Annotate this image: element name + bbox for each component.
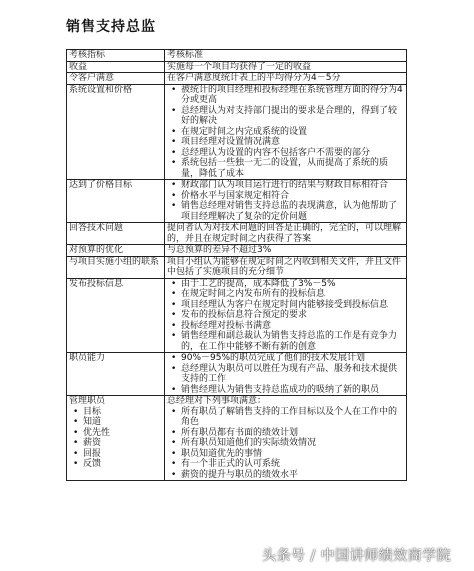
- header-standard: 考核标准: [165, 50, 407, 62]
- list-item: • 在规定时间之内完成系统的设置: [181, 127, 404, 138]
- list-item: • 所有职员知道他们的实际绩效情况: [181, 438, 404, 449]
- list-item: • 总经理认为职员可以胜任为现有产品、服务和技术提供支持的工作: [181, 364, 404, 385]
- standard-intro: 总经理对下列事项满意：: [167, 396, 267, 406]
- list-item: • 在规定时间之内发布所有的投标信息: [181, 289, 404, 300]
- standard-list: [167, 85, 404, 180]
- indicator-cell: 令客户满意: [67, 73, 165, 85]
- list-item: • 价格水平与国家规定相符合: [181, 191, 404, 202]
- standard-cell: 项目小组认为能够在规定时间之内收到相关文件，并且文件中包括了实施项目的充分细节: [165, 256, 407, 278]
- list-item: • 90%－95%的职员完成了他们的技术发展计划: [181, 353, 404, 364]
- indicator-list: [69, 407, 162, 470]
- standard-cell: 与总预算的差异不超过3%: [165, 245, 407, 257]
- standard-list: [167, 279, 404, 353]
- standard-list: [167, 407, 404, 481]
- indicator-cell: 职员能力: [67, 353, 165, 396]
- list-item: • 项目经理对设置情况满意: [181, 137, 404, 148]
- table-row: [67, 278, 407, 353]
- list-item: • 目标: [83, 407, 162, 418]
- list-item: • 所有职员都有书面的绩效计划: [181, 428, 404, 439]
- list-item: • 项目经理认为客户在规定时间内能够接受到投标信息: [181, 300, 404, 311]
- standard-cell: [165, 84, 407, 180]
- table-row: [67, 84, 407, 180]
- list-item: • 回报: [83, 449, 162, 460]
- standard-cell: [165, 278, 407, 353]
- list-item: • 投标经理对投标书满意: [181, 321, 404, 332]
- table-row: [67, 61, 407, 73]
- standard-list: [167, 353, 404, 395]
- indicator-cell: 与项目实施小组的联系: [67, 256, 165, 278]
- list-item: • 销售总经理对销售支持总监的表现满意，认为他帮助了项目经理解决了复杂的定价问题: [181, 201, 404, 222]
- table-header-row: [67, 50, 407, 62]
- standard-cell: [165, 353, 407, 396]
- list-item: • 薪资: [83, 438, 162, 449]
- list-item: • 销售经理和副总裁认为销售支持总监的工作是有竞争力的，在工作中能够不断有新的创意: [181, 331, 404, 352]
- table-row: [67, 223, 407, 245]
- list-item: • 被统计的项目经理和投标经理在系统管理方面的得分为4分或更高: [181, 85, 404, 106]
- standard-cell: [165, 180, 407, 223]
- list-item: • 由于工艺的提高，成本降低了3%－5%: [181, 279, 404, 290]
- table-row: [67, 396, 407, 481]
- indicator-cell: 达到了价格目标: [67, 180, 165, 223]
- table-row: [67, 73, 407, 85]
- table-row: [67, 256, 407, 278]
- indicator-cell: [67, 396, 165, 481]
- list-item: • 知道: [83, 417, 162, 428]
- list-item: • 系统包括一些独一无二的设置，从而提高了系统的质量，降低了成本: [181, 158, 404, 179]
- standard-cell: 在客户满意度统计表上的平均得分为4－5分: [165, 73, 407, 85]
- evaluation-table: [66, 49, 407, 481]
- list-item: • 薪资的提升与职员的绩效水平: [181, 470, 404, 481]
- list-item: • 总经理认为设置的内容不包括客户不需要的部分: [181, 148, 404, 159]
- table-row: [67, 180, 407, 223]
- standard-list: [167, 180, 404, 222]
- standard-cell: 提问者认为对技术问题的回答是正确的，完全的，可以理解的，并且在规定时间之内获得了答案: [165, 223, 407, 245]
- page-title: 销售支持总监: [66, 19, 156, 35]
- standard-cell: [165, 396, 407, 481]
- indicator-cell: 收益: [67, 61, 165, 73]
- list-item: • 所有职员了解销售支持的工作目标以及个人在工作中的角色: [181, 407, 404, 428]
- list-item: • 职员知道优先的事情: [181, 449, 404, 460]
- header-indicator: 考核指标: [67, 50, 165, 62]
- list-item: • 总经理认为对支持部门提出的要求是合理的，得到了较好的解决: [181, 106, 404, 127]
- list-item: • 有一个非正式的认可系统: [181, 459, 404, 470]
- list-item: • 发布的投标信息符合预定的要求: [181, 310, 404, 321]
- indicator-title: 管理职员: [69, 396, 106, 406]
- indicator-cell: 系统设置和价格: [67, 84, 165, 180]
- indicator-cell: 发布投标信息: [67, 278, 165, 353]
- table-row: [67, 245, 407, 257]
- standard-cell: 实施每一个项目均获得了一定的收益: [165, 61, 407, 73]
- list-item: • 销售经理认为销售支持总监成功的吸纳了新的职员: [181, 385, 404, 396]
- list-item: • 财政部门认为项目运行进行的结果与财政目标相符合: [181, 180, 404, 191]
- indicator-cell: 对预算的优化: [67, 245, 165, 257]
- indicator-cell: 回答技术问题: [67, 223, 165, 245]
- watermark: 头条号 / 中国讲师绩效商学院: [262, 548, 452, 564]
- list-item: • 反馈: [83, 459, 162, 470]
- list-item: • 优先性: [83, 428, 162, 439]
- table-row: [67, 353, 407, 396]
